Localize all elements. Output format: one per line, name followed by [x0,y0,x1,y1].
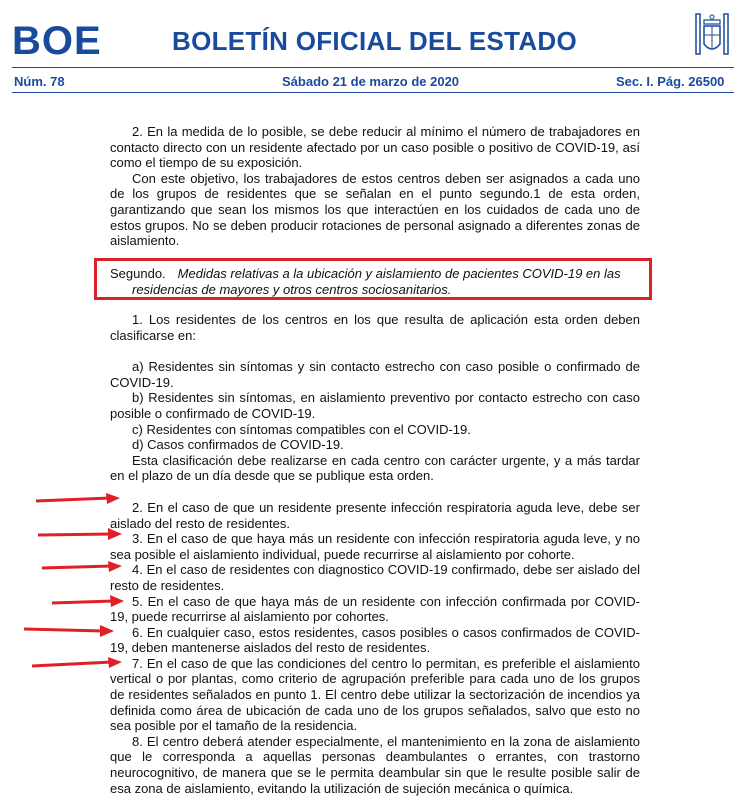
red-arrow-icon [34,492,122,506]
list-item: c) Residentes con síntomas compatibles con el COVID-19. [132,421,471,437]
section-title-cont: residencias de mayores y otros centros sociosanitarios. [132,281,452,297]
paragraph: 2. En el caso de que un residente presente infección respiratoria aguda leve, debe ser aislado del resto de residentes. [110,499,640,531]
paragraph: 1. Los residentes de los centros en los que resulta de aplicación esta orden deben clasificarse en: [110,312,640,343]
paragraph: 5. En el caso de que haya más de un residente con infección confirmada por COVID-19, puede recurrirse al aislamiento por cohortes. [110,593,640,625]
list-item: a) Residentes sin síntomas y sin contacto estrecho con caso posible o confirmado de COVID-19. [110,359,640,390]
list-item: b) Residentes sin síntomas, en aislamiento preventivo por contacto estrecho con caso posible o confirmado de COVID-19. [110,390,640,421]
paragraph: Esta clasificación debe realizarse en cada centro con carácter urgente, y a más tardar en el plazo de un día desde que se publique esta orden. [110,452,640,484]
section-heading [110,266,640,297]
list-item: d) Casos confirmados de COVID-19. [132,437,344,453]
paragraph: 4. En el caso de residentes con diagnostico COVID-19 confirmado, debe ser aislado del resto de residentes. [110,562,640,593]
document-header [0,0,734,92]
red-arrow-icon [50,594,126,608]
paragraph: 3. En el caso de que haya más un residente con infección respiratoria aguda leve, y no sea posible el aislamiento individual, puede recurrirse al aislamiento por cohorte. [110,531,640,562]
header-rule-bottom [12,92,734,93]
red-arrow-icon [30,656,124,670]
boe-logo: BOE [12,19,102,63]
red-arrow-icon [22,624,116,638]
body-block-2 [110,312,640,796]
gazette-title: BOLETÍN OFICIAL DEL ESTADO [172,26,578,56]
coat-of-arms-icon [692,12,732,62]
section-title: Medidas relativas a la ubicación y aislamiento de pacientes COVID-19 en las [177,266,621,281]
body-block-1 [110,124,640,249]
issue-number: Núm. 78 [14,74,65,89]
section-label: Segundo. [110,266,166,281]
paragraph: 2. En la medida de lo posible, se debe reducir al mínimo el número de trabajadores en contacto directo con un residente afectado por un caso posible o positivo de COVID-19, así como el tiempo de su exposición. [110,124,640,171]
red-arrow-icon [40,560,124,574]
section-page: Sec. I. Pág. 26500 [616,74,725,89]
red-arrow-icon [36,527,124,541]
issue-date: Sábado 21 de marzo de 2020 [282,74,460,89]
paragraph: 6. En cualquier caso, estos residentes, casos posibles o casos confirmados de COVID-19, deben mantenerse aislados del resto de residentes. [110,624,640,656]
header-rule-top [12,67,734,68]
paragraph: 7. En el caso de que las condiciones del centro lo permitan, es preferible el aislamiento vertical o por plantas, como criterio de agrupación preferible para cada uno de los grupos de residentes señalados en punto 1. El centro debe utilizar la sectorización de incendios ya definida como área de ubicación de cada uno de los grupos señalados, salvo que esto no sea posible por el tamaño de la residencia. [110,655,640,734]
paragraph: 8. El centro deberá atender especialmente, el mantenimiento en la zona de aislamiento que le corresponda a aquellas personas deambulantes o errantes, con trastorno neurocognitivo, de manera que se le permita deambular sin que le resulte posible salir de esa zona de aislamiento, evitando la utilización de sujeción mecánica o química. [110,733,640,796]
paragraph: Con este objetivo, los trabajadores de estos centros deben ser asignados a cada uno de los grupos de residentes que se señalan en el punto segundo.1 de esta orden, garantizando que sean los mismos los que interactúen en los cuidados de cada uno de estos grupos. No se deben producir rotaciones de personal asignado a diferentes zonas de aislamiento. [110,170,640,249]
